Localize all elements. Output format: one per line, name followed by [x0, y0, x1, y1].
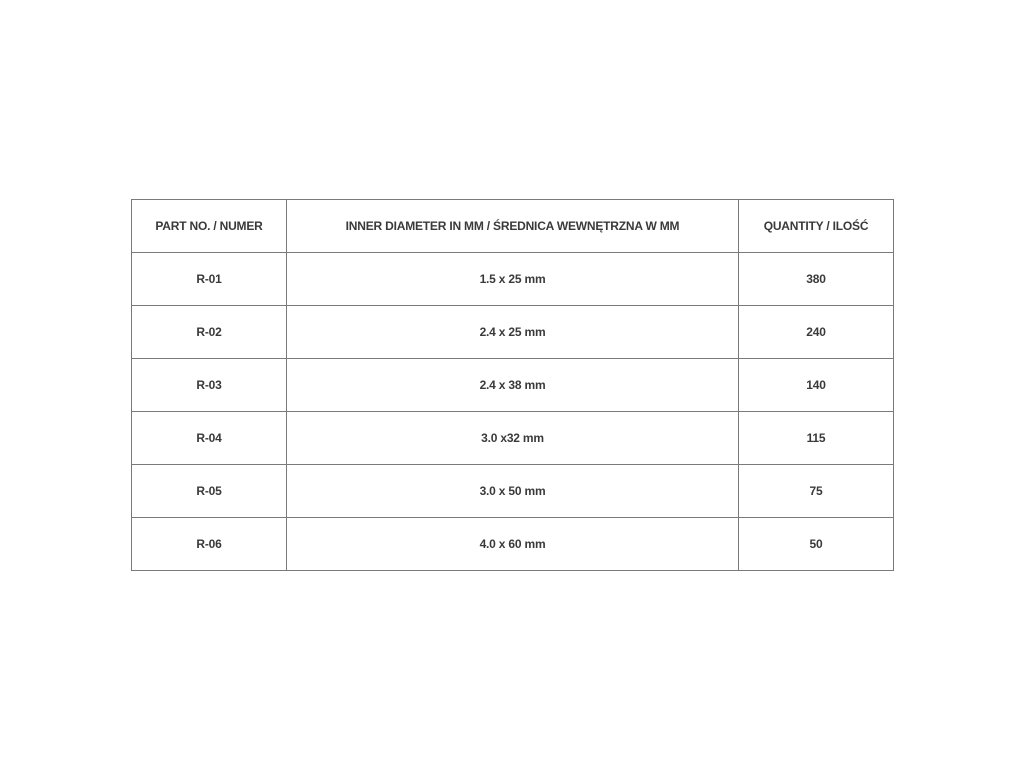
table-header-row	[132, 200, 894, 253]
table-row	[132, 518, 894, 571]
cell-inner-diameter: 4.0 x 60 mm	[287, 518, 739, 571]
cell-quantity: 75	[739, 465, 894, 518]
table-row	[132, 412, 894, 465]
parts-table	[131, 199, 894, 571]
cell-part-number: R-02	[132, 306, 287, 359]
cell-quantity: 240	[739, 306, 894, 359]
table-row	[132, 306, 894, 359]
cell-quantity: 115	[739, 412, 894, 465]
cell-quantity: 140	[739, 359, 894, 412]
cell-part-number: R-04	[132, 412, 287, 465]
cell-quantity: 380	[739, 253, 894, 306]
header-quantity: QUANTITY / ILOŚĆ	[739, 200, 894, 253]
cell-part-number: R-05	[132, 465, 287, 518]
table-row	[132, 465, 894, 518]
cell-quantity: 50	[739, 518, 894, 571]
table-row	[132, 359, 894, 412]
table-row	[132, 253, 894, 306]
cell-part-number: R-01	[132, 253, 287, 306]
cell-inner-diameter: 2.4 x 38 mm	[287, 359, 739, 412]
cell-inner-diameter: 2.4 x 25 mm	[287, 306, 739, 359]
cell-inner-diameter: 3.0 x32 mm	[287, 412, 739, 465]
cell-part-number: R-03	[132, 359, 287, 412]
parts-table-container	[131, 199, 893, 569]
header-inner-diameter: INNER DIAMETER IN MM / ŚREDNICA WEWNĘTRZNA W MM	[287, 200, 739, 253]
cell-inner-diameter: 1.5 x 25 mm	[287, 253, 739, 306]
cell-inner-diameter: 3.0 x 50 mm	[287, 465, 739, 518]
header-part-number: PART NO. / NUMER	[132, 200, 287, 253]
cell-part-number: R-06	[132, 518, 287, 571]
